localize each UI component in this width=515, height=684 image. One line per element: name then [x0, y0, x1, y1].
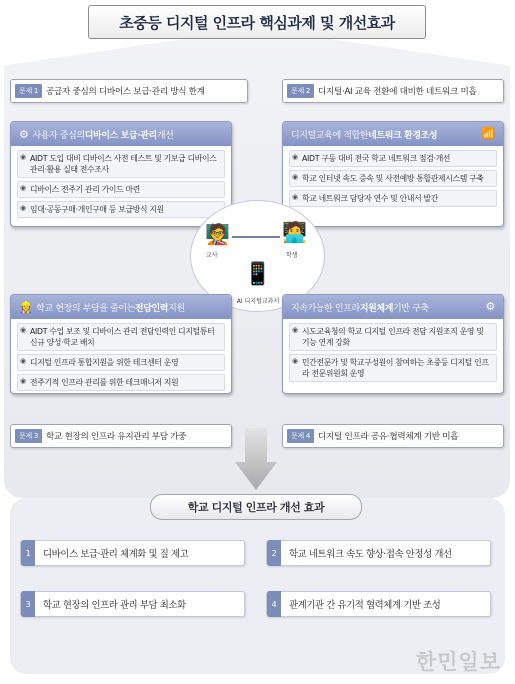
heading-bold: 네트워크 환경조성: [368, 130, 438, 141]
solution-panel-2: [282, 121, 504, 227]
down-arrow-icon: [235, 428, 277, 490]
solution-item: ◉ 학교 인터넷 속도 증속 및 사전예방 통합관제시스템 구축: [289, 170, 497, 187]
problem-2: [282, 79, 504, 103]
effect-text: 학교 현장의 인프라 관리 부담 최소화: [43, 600, 186, 611]
solution-heading: [11, 122, 231, 146]
effect-text: 관계기관 간 유기적 협력체계 기반 조성: [289, 600, 441, 611]
teacher-label: 교사: [206, 252, 218, 259]
heading-bold: 디바이스 보급·관리: [84, 130, 157, 141]
solution-item: ◉ 전주기적 인프라 관리를 위한 테크매니저 지원: [17, 374, 225, 391]
problem-text: 학교 현장의 인프라 유지관리 부담 가중: [46, 432, 187, 442]
solution-panel-1: [10, 121, 232, 227]
watermark-logo: 한민일보: [415, 650, 501, 674]
solution-heading: [11, 295, 231, 319]
problem-text: 디지털·AI 교육 전환에 대비한 네트워크 미흡: [318, 87, 477, 97]
effect-number: 3: [21, 591, 35, 617]
problem-3: [10, 424, 232, 448]
problem-4: [282, 424, 504, 448]
student-label: 학생: [286, 252, 298, 259]
solution-item: ◉ 디바이스 전주기 관리 가이드 마련: [17, 181, 225, 198]
tablet-icon: 📱: [244, 262, 272, 287]
heading-text: 개선: [156, 130, 174, 141]
problem-text: 공급자 중심의 디바이스 보급·관리 방식 한계: [46, 87, 205, 97]
solution-item: ◉ AIDT 도입 대비 디바이스 사전 테스트 및 기보급 디바이스 관리·활용 실태 전수조사: [17, 150, 225, 178]
page-title: 초중등 디지털 인프라 핵심과제 및 개선효과: [88, 5, 426, 39]
solution-heading: [283, 122, 503, 146]
problem-tag: 문제 3: [15, 429, 42, 443]
problem-text: 디지털 인프라 공유·협력체계 기반 미흡: [318, 432, 459, 442]
problem-tag: 문제 1: [15, 84, 42, 98]
router-icon: 📶: [481, 127, 495, 140]
effect-text: 학교 네트워크 속도 향상·접속 안정성 개선: [289, 549, 452, 560]
heading-bold: 지원체계: [359, 303, 394, 314]
effect-3: [20, 591, 245, 617]
effect-1: [20, 540, 245, 566]
solution-item: ◉ 학교 네트워크 담당자 연수 및 안내서 발간: [289, 190, 497, 207]
effect-number: 1: [21, 540, 35, 566]
solution-item: ◉ 임대·공동구매·개인구매 등 보급방식 지원: [17, 201, 225, 218]
heading-text: 기반 구축: [393, 303, 429, 314]
effects-title: 학교 디지털 인프라 개선 효과: [150, 494, 362, 520]
effect-text: 디바이스 보급·관리 체계화 및 질 제고: [43, 549, 189, 560]
student-icon: 🧑‍💻: [282, 220, 307, 244]
solution-panel-4: [282, 294, 504, 394]
solution-item: ◉ 디지털 인프라 통합지원을 위한 테크센터 운영: [17, 354, 225, 371]
heading-bold: 전담인력: [134, 303, 169, 314]
network-icon: ⚙: [485, 300, 495, 313]
solution-item: ◉ AIDT 구동 대비 전국 학교 네트워크 점검·개선: [289, 150, 497, 167]
solution-item: ◉ 시도교육청의 학교 디지털 인프라 전담 지원조직 운영 및 기능 연계 강화: [289, 323, 497, 351]
heading-text: 지원: [168, 303, 185, 314]
heading-text: 사용자 중심의: [32, 130, 85, 141]
heading-text: 학교 현장의 부담을 줄이는: [36, 303, 135, 314]
effect-number: 4: [267, 591, 281, 617]
solution-item: ◉ AIDT 수업 보조 및 디바이스 관리 전담인력인 디지털튜터 신규 양성·학교 배치: [17, 323, 225, 351]
heading-text: 디지털교육에 적합한: [291, 130, 369, 141]
teacher-icon: 🧑‍🏫: [205, 222, 230, 246]
connector-line: [232, 236, 280, 238]
worker-icon: 👷: [19, 300, 33, 314]
solution-item: ◉ 민간전문가 및 학교구성원이 참여하는 초중등 디지털 인프라 전문위원회 운영: [289, 354, 497, 382]
solution-panel-3: [10, 294, 232, 394]
effect-4: [266, 591, 491, 617]
effect-number: 2: [267, 540, 281, 566]
problem-1: [10, 79, 248, 103]
problem-tag: 문제 2: [287, 84, 314, 98]
solution-heading: [283, 295, 503, 319]
heading-text: 지속가능한 인프라: [291, 303, 360, 314]
effect-2: [266, 540, 491, 566]
gear-icon: ⚙: [19, 127, 29, 141]
textbook-label: AI 디지털교과서: [230, 296, 286, 305]
problem-tag: 문제 4: [287, 429, 314, 443]
